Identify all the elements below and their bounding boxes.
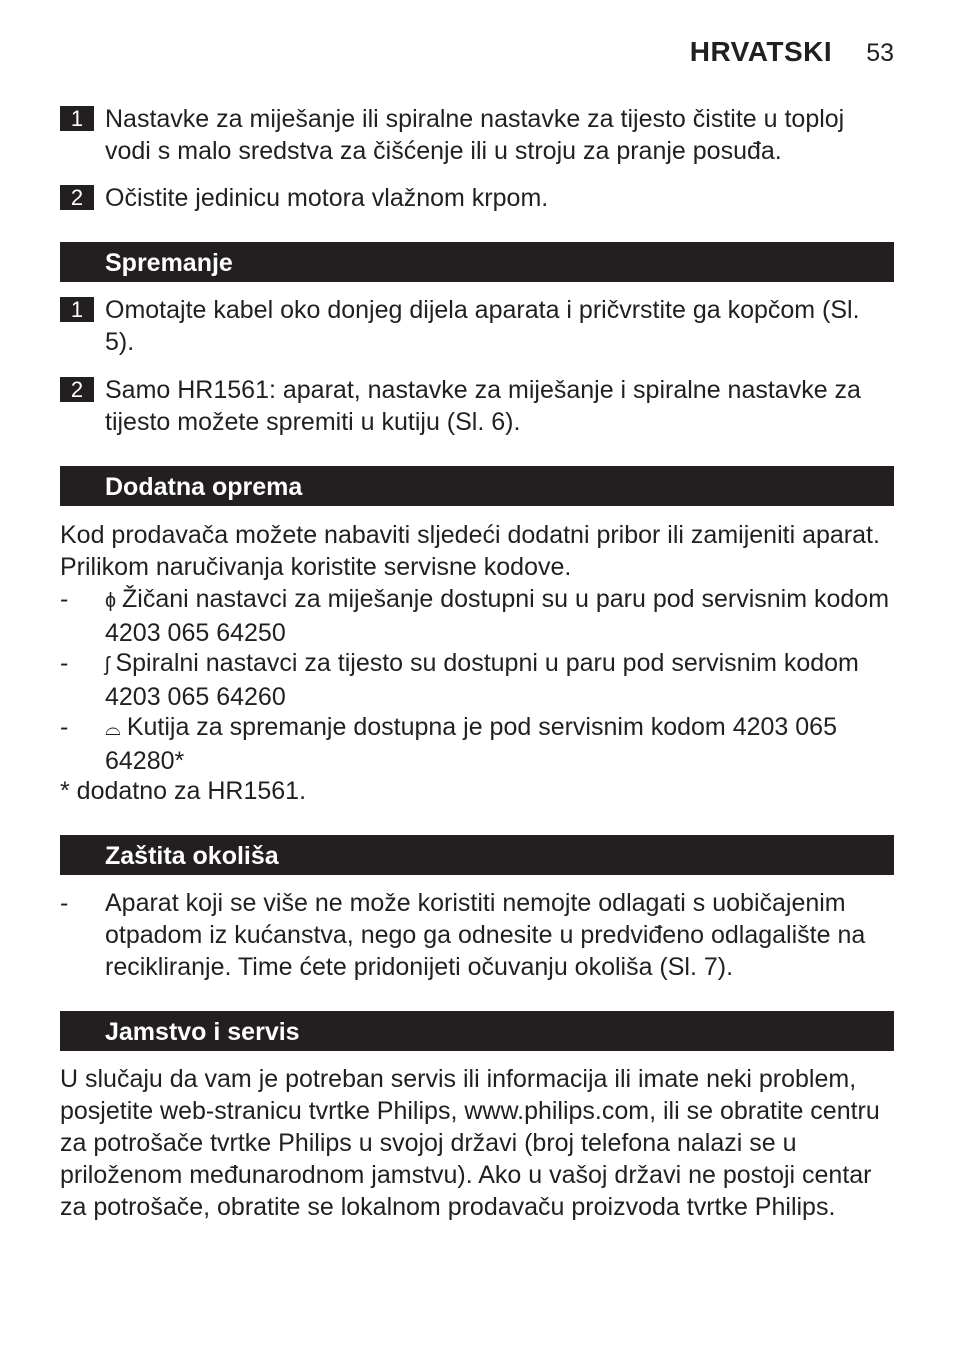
language-label: HRVATSKI <box>689 36 833 67</box>
section-title: Zaštita okoliša <box>105 842 279 870</box>
bullet-dash: - <box>60 713 69 741</box>
step-text: Nastavke za miješanje ili spiralne nastavke za tijesto čistite u toploj vodi s malo sredstva za čišćenje ili u stroju za pranje posuđa. <box>105 105 845 165</box>
step-number-badge: 2 <box>60 377 94 402</box>
storage-step-1 <box>60 294 894 358</box>
accessory-item-storage-box <box>60 711 900 777</box>
step-number-badge: 1 <box>60 106 94 131</box>
cleaning-step-1 <box>60 103 894 167</box>
environment-text: Aparat koji se više ne može koristiti nemojte odlagati s uobičajenim otpadom iz kućanstva, nego ga odnesite u predviđeno odlagalište na recikliranje. Time ćete pridonijeti očuvanju okoliša (Sl. 7). <box>105 889 866 981</box>
section-heading-warranty <box>60 1011 894 1051</box>
whisk-icon: ɸ <box>105 590 116 612</box>
section-title: Jamstvo i servis <box>105 1018 300 1046</box>
accessory-text: Kutija za spremanje dostupna je pod servisnim kodom 4203 065 64280* <box>105 713 837 775</box>
accessories-intro: Kod prodavača možete nabaviti sljedeći dodatni pribor ili zamijeniti aparat. Prilikom naručivanja koristite servisne kodove. <box>60 521 880 581</box>
step-rest: : aparat, nastavke za miješanje i spiralne nastavke za tijesto možete spremiti u kutiju (Sl. 6). <box>105 376 861 436</box>
section-title: Spremanje <box>105 249 233 277</box>
bullet-dash: - <box>60 649 69 677</box>
dough-hook-icon: ʃ <box>105 654 110 676</box>
section-heading-accessories <box>60 466 894 506</box>
storage-step-2 <box>60 374 894 438</box>
page-number: 53 <box>866 39 894 67</box>
warranty-text: U slučaju da vam je potreban servis ili informacija ili imate neki problem, posjetite web-stranicu tvrtke Philips, www.philips.com, ili se obratite centru za potrošače tvrtke Philips u svojoj državi (broj telefona nalazi se u priloženom međunarodnom jamstvu). Ako u vašoj državi ne postoji centar za potrošače, obratite se lokalnom prodavaču proizvoda tvrtke Philips. <box>60 1065 880 1221</box>
accessory-text: Žičani nastavci za miješanje dostupni su u paru pod servisnim kodom 4203 065 64250 <box>105 585 890 647</box>
step-number-badge: 2 <box>60 185 94 210</box>
bullet-dash: - <box>60 585 69 613</box>
step-number-badge: 1 <box>60 297 94 322</box>
storage-box-icon: ⌓ <box>105 718 121 740</box>
section-title: Dodatna oprema <box>105 473 303 501</box>
bullet-dash: - <box>60 889 69 917</box>
accessories-footnote: * dodatno za HR1561. <box>60 777 307 805</box>
step-text: Omotajte kabel oko donjeg dijela aparata i pričvrstite ga kopčom (Sl. 5). <box>105 296 860 356</box>
section-heading-environment <box>60 835 894 875</box>
section-heading-storage <box>60 242 894 282</box>
accessory-item-dough-hook <box>60 647 900 713</box>
step-text <box>105 374 894 438</box>
cleaning-step-2 <box>60 182 894 214</box>
accessory-item-whisk <box>60 583 900 649</box>
accessory-text: Spiralni nastavci za tijesto su dostupni u paru pod servisnim kodom 4203 065 64260 <box>105 649 859 711</box>
environment-item <box>60 887 900 983</box>
step-text: Očistite jedinicu motora vlažnom krpom. <box>105 184 549 212</box>
step-lead: Samo HR1561 <box>105 376 269 404</box>
page-header <box>690 36 894 68</box>
